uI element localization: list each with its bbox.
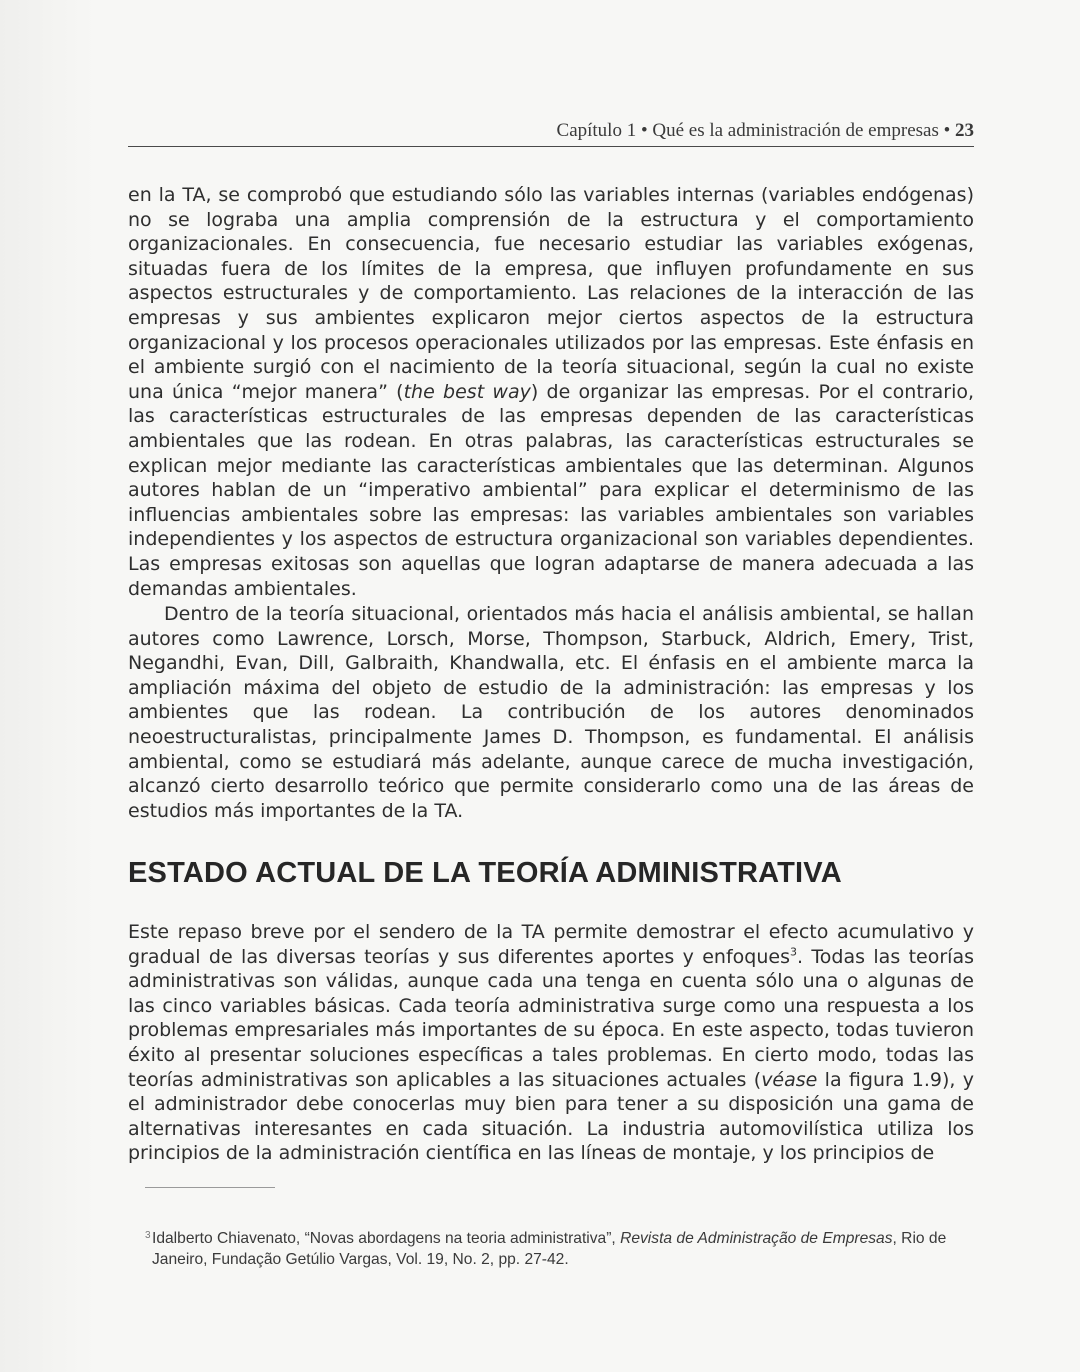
header-rule <box>128 146 974 147</box>
footnote-text-a: Idalberto Chiavenato, “Novas abordagens na teoria administrativa”, <box>152 1230 621 1247</box>
paragraph-1-text-a: en la TA, se comprobó que estudiando sólo las variables internas (variables endógenas) no se lograba una amplia comprensión de la estructura y el comportamiento organizacionales. En consecuencia, fue necesario estudiar las variables exógenas, situadas fuera de los límites de la empresa, que influyen profundamente en sus aspectos estructurales y de comportamiento. Las relaciones de la interacción de las empresas y sus ambientes explicaron mejor ciertos aspectos de la estructura organizacional y los procesos operacionales utilizados por las empresas. Este énfasis en el ambiente surgió con el nacimiento de la teoría situacional, según la cual no existe una única “mejor manera” ( <box>128 184 974 403</box>
paragraph-1-italic: the best way <box>403 380 531 403</box>
footnote-text <box>152 1228 978 1270</box>
paragraph-3 <box>128 920 974 1166</box>
paragraph-3-text-a: Este repaso breve por el sendero de la TA permite demostrar el efecto acumulativo y gradual de las diversas teorías y sus diferentes aportes y enfoques <box>128 921 974 968</box>
paragraph-1 <box>128 183 974 601</box>
paragraph-3-text-b: . Todas las teorías administrativas son válidas, aunque cada una tenga en cuenta sólo una o algunas de las cinco variables básicas. Cada teoría administrativa surge como una respuesta a los problemas empresariales más importantes de su época. En este aspecto, todas tuvieron éxito al presentar soluciones específicas a tales problemas. En cierto modo, todas las teorías administrativas son aplicables a las situaciones actuales ( <box>128 945 974 1091</box>
running-title: Capítulo 1 • Qué es la administración de empresas • <box>556 120 951 141</box>
page-number: 23 <box>955 120 974 141</box>
footnote-mark: 3 <box>145 1230 151 1241</box>
footnote-rule <box>145 1187 275 1188</box>
section-heading: ESTADO ACTUAL DE LA TEORÍA ADMINISTRATIVA <box>128 857 842 889</box>
paragraph-3-text-c: la figura 1.9), y el administrador debe conocerlas muy bien para tener a su disposición una gama de alternativas interesantes en cada situación. La industria automovilística utiliza los principios de la administración científica en las líneas de montaje, y los principios de <box>128 1068 974 1165</box>
running-header <box>128 120 974 142</box>
page-shadow <box>0 0 95 1372</box>
footnote-reference: 3 <box>789 945 797 959</box>
paragraph-2: Dentro de la teoría situacional, orientados más hacia el análisis ambiental, se hallan autores como Lawrence, Lorsch, Morse, Thompson, Starbuck, Aldrich, Emery, Trist, Negandhi, Evan, Dill, Galbraith, Khandwalla, etc. El énfasis en el ambiente marca la ampliación máxima del objeto de estudio de la administración: las empresas y los ambientes que las rodean. La contribución de los autores denominados neoestructuralistas, principalmente James D. Thompson, es fundamental. El análisis ambiental, como se estudiará más adelante, aunque carece de mucha investigación, alcanzó cierto desarrollo teórico que permite considerarlo como una de las áreas de estudios más importantes de la TA. <box>128 603 974 822</box>
paragraph-3-italic: véase <box>761 1068 818 1091</box>
footnote <box>128 1228 978 1270</box>
footnote-journal: Revista de Administração de Empresas <box>620 1230 893 1247</box>
footnote-text-b: , Rio de Janeiro, Fundação Getúlio Vargas, Vol. 19, No. 2, pp. 27-42. <box>152 1230 947 1268</box>
paragraph-1-text-b: ) de organizar las empresas. Por el contrario, las características estructurales de las empresas dependen de las características ambientales que las rodean. En otras palabras, las características estructurales se explican mejor mediante las características ambientales que las determinan. Algunos autores hablan de un “imperativo ambiental” para explicar el determinismo de las influencias ambientales sobre las empresas: las variables ambientales son variables independientes y los aspectos de estructura organizacional son variables dependientes. Las empresas exitosas son aquellas que logran adaptarse de manera adecuada a las demandas ambientales. <box>128 380 975 600</box>
